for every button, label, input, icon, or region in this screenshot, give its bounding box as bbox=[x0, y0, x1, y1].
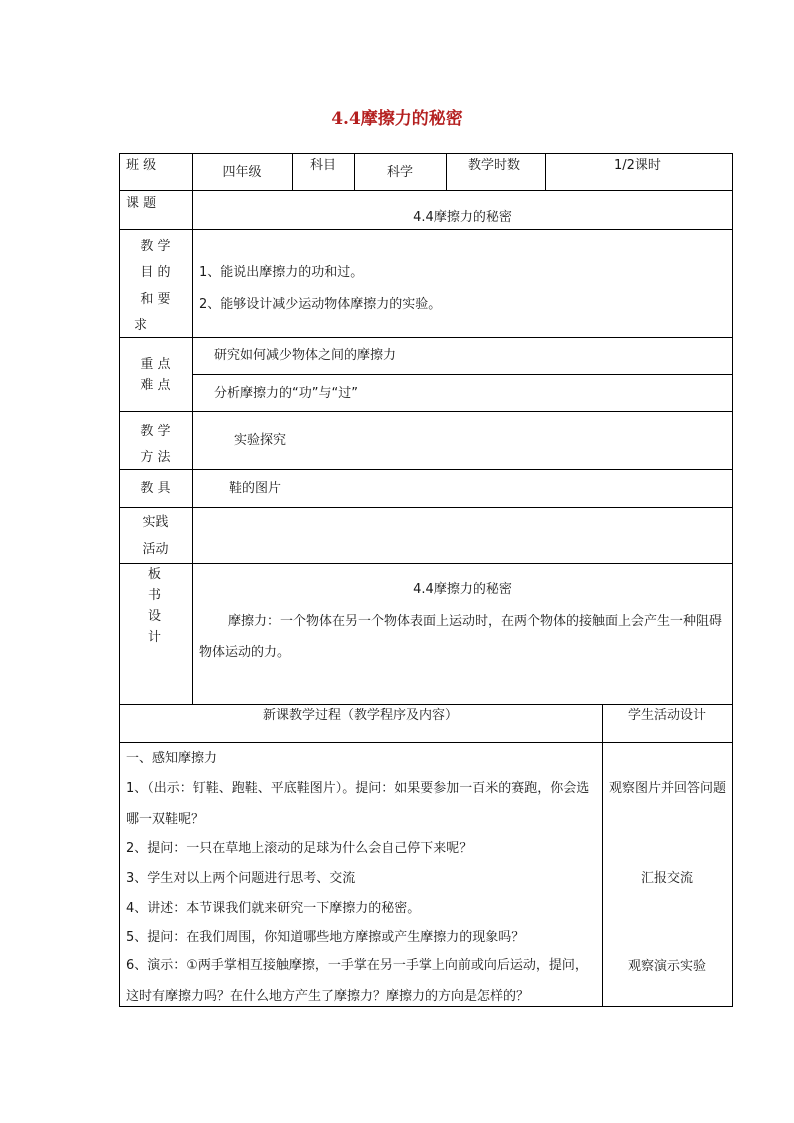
objective-item: 2、能够设计减少运动物体摩擦力的实验。 bbox=[199, 297, 442, 312]
board-label: 计 bbox=[148, 630, 162, 645]
table-divider bbox=[192, 153, 193, 704]
table-border-left bbox=[119, 153, 120, 1007]
table-divider bbox=[192, 374, 733, 375]
process-step: 3、学生对以上两个问题进行思考、交流 bbox=[126, 871, 356, 886]
hours-value: 1/2课时 bbox=[614, 158, 661, 173]
table-divider bbox=[119, 411, 733, 412]
board-heading: 4.4摩擦力的秘密 bbox=[413, 582, 512, 597]
key-point-difficulty: 分析摩擦力的“功”与“过” bbox=[214, 386, 358, 401]
table-divider bbox=[119, 190, 733, 191]
topic-label: 课 题 bbox=[126, 196, 157, 211]
board-label: 书 bbox=[148, 588, 162, 603]
objectives-label: 求 bbox=[134, 318, 148, 333]
process-header: 新课教学过程（教学程序及内容） bbox=[262, 708, 458, 723]
topic-value: 4.4摩擦力的秘密 bbox=[413, 210, 512, 225]
subject-value: 科学 bbox=[386, 165, 413, 180]
table-divider bbox=[292, 153, 293, 190]
document-title: 4.4摩擦力的秘密 bbox=[331, 109, 463, 129]
board-label: 设 bbox=[148, 609, 162, 624]
hours-label: 教学时数 bbox=[468, 158, 521, 173]
process-step: 1、（出示：钉鞋、跑鞋、平底鞋图片）。提问：如果要参加一百米的赛跑，你会选哪一双鞋呢？ bbox=[126, 781, 590, 827]
objectives-label: 目 的 bbox=[140, 265, 171, 280]
table-divider bbox=[119, 469, 733, 470]
key-points-label: 难 点 bbox=[140, 378, 171, 393]
table-divider bbox=[545, 153, 546, 190]
tools-value: 鞋的图片 bbox=[229, 481, 282, 496]
subject-label: 科目 bbox=[310, 158, 337, 173]
table-divider bbox=[119, 704, 733, 705]
method-label: 方 法 bbox=[140, 450, 171, 465]
key-points-label: 重 点 bbox=[140, 357, 171, 372]
activity-header: 学生活动设计 bbox=[627, 708, 706, 723]
table-border-right bbox=[732, 153, 733, 1007]
board-label: 板 bbox=[148, 567, 162, 582]
process-section-title: 一、感知摩擦力 bbox=[126, 751, 218, 766]
process-step: 5、提问：在我们周围，你知道哪些地方摩擦或产生摩擦力的现象吗？ bbox=[126, 930, 525, 945]
table-divider bbox=[119, 229, 733, 230]
class-value: 四年级 bbox=[222, 165, 262, 180]
table-divider bbox=[119, 563, 733, 564]
table-border-top bbox=[119, 153, 733, 154]
board-definition: 摩擦力：一个物体在另一个物体表面上运动时，在两个物体的接触面上会产生一种阻碍物体运动的力。 bbox=[199, 614, 723, 660]
student-activity: 观察演示实验 bbox=[627, 959, 706, 974]
student-activity: 观察图片并回答问题 bbox=[609, 781, 727, 796]
table-divider bbox=[446, 153, 447, 190]
tools-label: 教 具 bbox=[140, 481, 171, 496]
method-value: 实验探究 bbox=[234, 433, 287, 448]
process-step: 2、提问：一只在草地上滚动的足球为什么会自己停下来呢？ bbox=[126, 841, 473, 856]
table-divider bbox=[119, 337, 733, 338]
process-step: 6、演示：①两手掌相互接触摩擦，一手掌在另一手掌上向前或向后运动，提问，这时有摩擦力吗？在什么地方产生了摩擦力？摩擦力的方向是怎样的？ bbox=[126, 958, 588, 1004]
table-divider bbox=[119, 742, 733, 743]
key-point-focus: 研究如何减少物体之间的摩擦力 bbox=[214, 348, 397, 363]
process-step: 4、讲述：本节课我们就来研究一下摩擦力的秘密。 bbox=[126, 901, 421, 916]
table-divider bbox=[119, 507, 733, 508]
objectives-label: 和 要 bbox=[140, 292, 171, 307]
practice-label: 实践 bbox=[142, 515, 169, 530]
objectives-label: 教 学 bbox=[140, 239, 171, 254]
practice-label: 活动 bbox=[142, 542, 169, 557]
student-activity: 汇报交流 bbox=[640, 871, 693, 886]
objective-item: 1、能说出摩擦力的功和过。 bbox=[199, 265, 364, 280]
class-label: 班 级 bbox=[126, 158, 157, 173]
method-label: 教 学 bbox=[140, 424, 171, 439]
